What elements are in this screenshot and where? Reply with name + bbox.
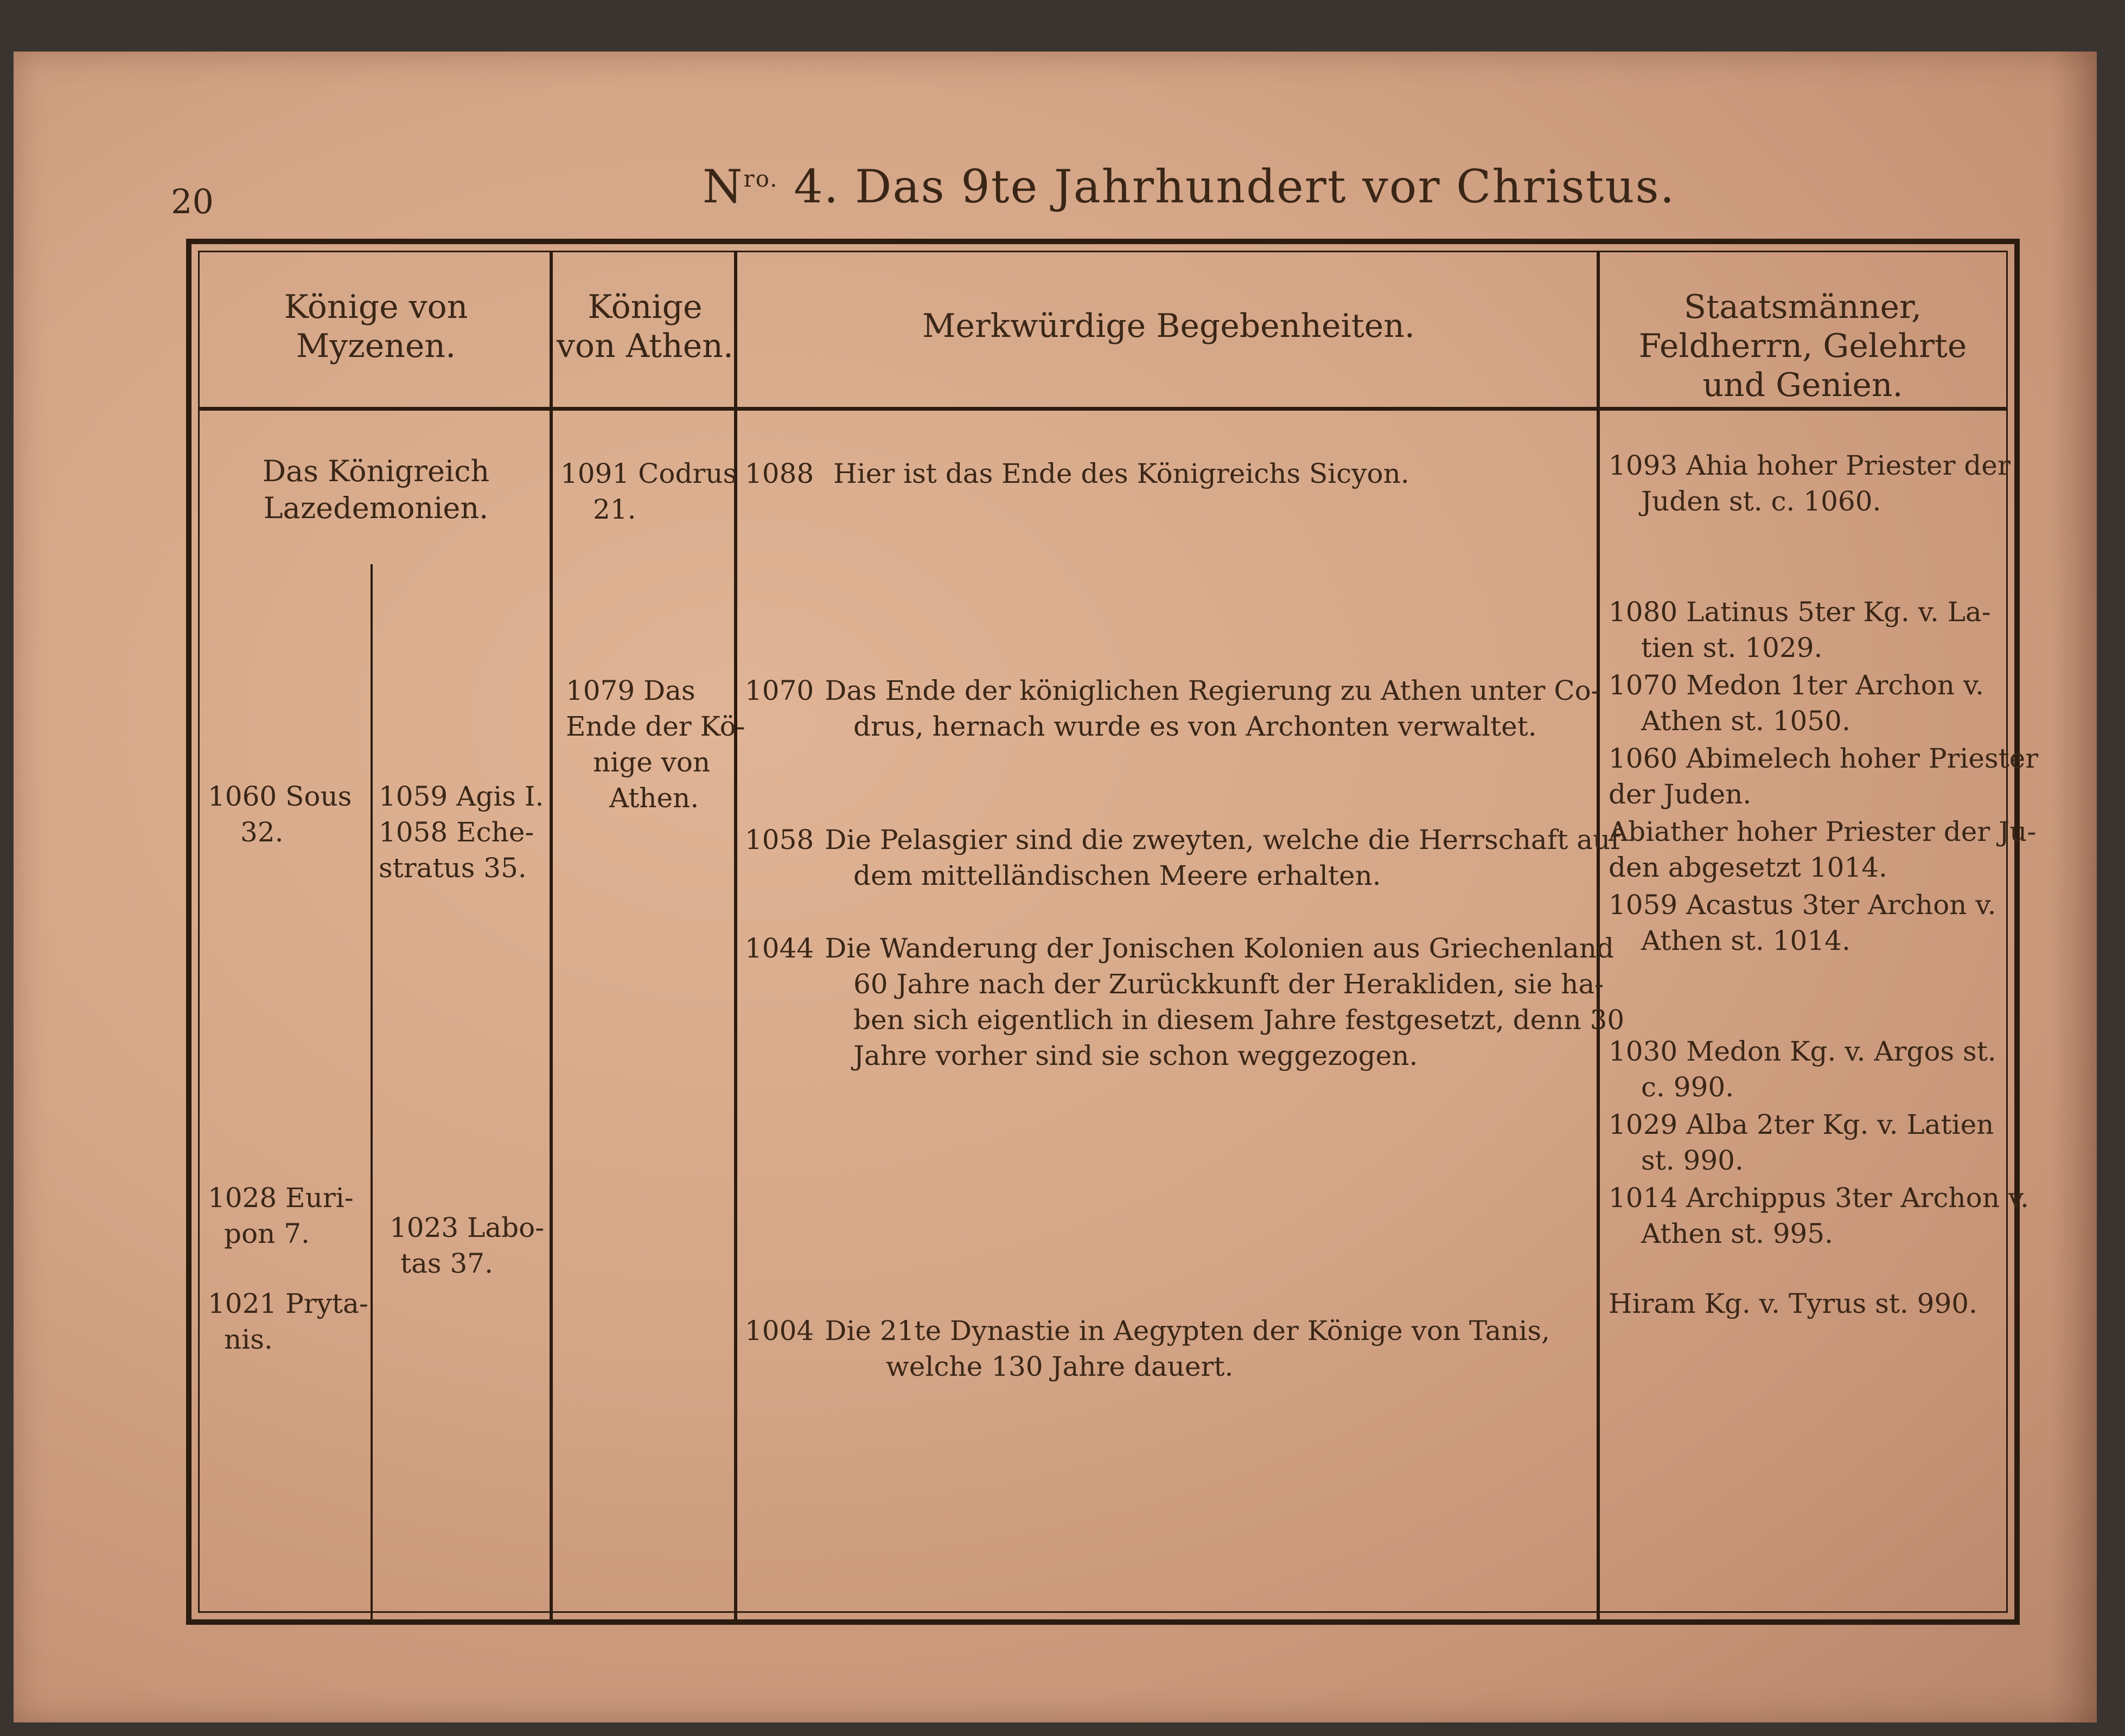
person-entry: 1029 Alba 2ter Kg. v. Latien st. 990. <box>1609 1109 1994 1176</box>
running-head <box>703 160 1675 213</box>
header-number: 4. <box>794 160 840 213</box>
header-sup: ro. <box>743 165 778 192</box>
header-athens: Könige von Athen. <box>557 288 733 365</box>
header-title: Das 9te Jahrhundert vor Christus. <box>855 160 1676 213</box>
header-rule <box>198 407 2008 411</box>
person-entry: 1059 Acastus 3ter Archon v. Athen st. 1014. <box>1609 889 1996 956</box>
page-number: 20 <box>171 182 214 221</box>
mycenae-entry: 1060 Sous 32. <box>208 781 352 848</box>
athens-entry: 1091 Codrus 21. <box>560 458 737 525</box>
mycenae-entry: 1028 Euri- pon 7. <box>208 1182 354 1249</box>
event-entry: 1088 Hier ist das Ende des Königreichs Sicyon. <box>745 458 1409 489</box>
event-entry: 1004 Die 21te Dynastie in Aegypten der Könige von Tanis, welche 130 Jahre dauert. <box>745 1315 1550 1382</box>
header-events: Merkwürdige Begebenheiten. <box>922 307 1415 345</box>
column-rule <box>550 251 553 1619</box>
event-entry: 1044 Die Wanderung der Jonischen Kolonien aus Griechenland 60 Jahre nach der Zurückkunft der Herakliden, sie ha- ben sich eigentlich in diesem Jahre festgesetzt, denn 30 Jahre vorher sind sie schon weggezogen. <box>745 933 1625 1071</box>
book-page <box>14 52 2097 1722</box>
lacedaemon-entry: 1059 Agis I. 1058 Eche- stratus 35. <box>379 781 544 884</box>
subheading-lacedaemon: Das Königreich Lazedemonien. <box>262 454 490 525</box>
mycenae-entry: 1021 Pryta- nis. <box>208 1288 368 1355</box>
athens-entry: 1079 Das Ende der Kö- nige von Athen. <box>566 675 745 814</box>
subcolumn-rule <box>371 564 373 1619</box>
person-entry: Abiather hoher Priester der Ju- den abgesetzt 1014. <box>1609 816 2037 883</box>
event-entry: 1070 Das Ende der königlichen Regierung zu Athen unter Co- drus, hernach wurde es von Archonten verwaltet. <box>745 675 1600 742</box>
person-entry: 1080 Latinus 5ter Kg. v. La- tien st. 1029. <box>1609 596 1991 663</box>
person-entry: 1060 Abimelech hoher Priester der Juden. <box>1609 743 2039 810</box>
lacedaemon-entry: 1023 Labo- tas 37. <box>390 1212 545 1279</box>
page-edge-shadow <box>2051 52 2097 1722</box>
person-entry: 1030 Medon Kg. v. Argos st. c. 990. <box>1609 1036 1996 1103</box>
person-entry: 1070 Medon 1ter Archon v. Athen st. 1050. <box>1609 669 1984 737</box>
header-mycenae: Könige von Myzenen. <box>284 288 468 365</box>
header-persons: Staatsmänner, Feldherrn, Gelehrte und Genien. <box>1638 288 1967 404</box>
header-prefix: N <box>703 160 744 213</box>
person-entry: Hiram Kg. v. Tyrus st. 990. <box>1609 1288 1977 1319</box>
person-entry: 1093 Ahia hoher Priester der Juden st. c. 1060. <box>1609 450 2011 517</box>
event-entry: 1058 Die Pelasgier sind die zweyten, welche die Herrschaft auf dem mittelländischen Meere erhalten. <box>745 824 1620 891</box>
person-entry: 1014 Archippus 3ter Archon v. Athen st. 995. <box>1609 1182 2030 1249</box>
chronology-table <box>186 239 2039 1625</box>
